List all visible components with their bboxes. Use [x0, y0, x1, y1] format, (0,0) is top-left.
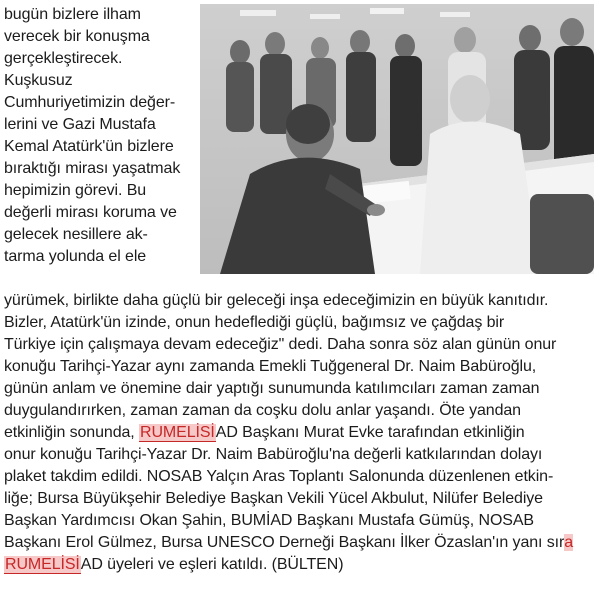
news-photo — [200, 4, 594, 274]
text-line: Türkiye için çalışmaya devam edeceğiz" dedi. Daha sonra söz alan günün onur — [4, 336, 557, 353]
text-span: AD Başkanı Murat Evke tarafından etkinliğin — [215, 424, 525, 441]
text-line: bugün bizlere ilham — [4, 6, 141, 23]
text-line: plaket takdim edildi. NOSAB Yalçın Aras Toplantı Salonunda düzenlenen etkin- — [4, 468, 554, 485]
text-span: etkinliğin sonunda, — [4, 424, 139, 441]
text-line: Kemal Atatürk'ün bizlere — [4, 138, 174, 155]
highlighted-keyword: a — [564, 534, 574, 551]
text-line: verecek bir konuşma — [4, 28, 150, 45]
text-line — [4, 422, 525, 444]
highlighted-keyword: RUMELİSİ — [140, 424, 215, 441]
text-line: onur konuğu Tarihçi-Yazar Dr. Naim Babüroğlu'na değerli katkılarından dolayı — [4, 446, 543, 463]
text-line: tarma yolunda el ele — [4, 248, 147, 265]
highlighted-keyword: RUMELİSİ — [5, 556, 80, 573]
text-line: liğe; Bursa Büyükşehir Belediye Başkan Vekili Yücel Akbulut, Nilüfer Belediye — [4, 490, 543, 507]
text-span: AD üyeleri ve eşleri katıldı. (BÜLTEN) — [80, 556, 344, 573]
text-line: konuğu Tarihçi-Yazar aynı zamanda Emekli Tuğgeneral Dr. Naim Babüroğlu, — [4, 358, 537, 375]
text-line: bıraktığı mirası yaşatmak — [4, 160, 181, 177]
text-line: değerli mirası koruma ve — [4, 204, 177, 221]
text-line — [4, 532, 573, 554]
text-line: duygulandırırken, zaman zaman da coşku dolu anlar yaşandı. Öte yandan — [4, 402, 521, 419]
text-line — [4, 554, 343, 576]
text-line: gerçekleştirecek. — [4, 50, 123, 67]
text-line: Bizler, Atatürk'ün izinde, onun hedeflediği güçlü, bağımsız ve çağdaş bir — [4, 314, 505, 331]
text-line: Cumhuriyetimizin değer- — [4, 94, 176, 111]
text-line: günün anlam ve önemine dair yaptığı sunumunda katılımcıları zaman zaman — [4, 380, 540, 397]
text-line: hepimizin görevi. Bu — [4, 182, 147, 199]
text-line: Kuşkusuz — [4, 72, 73, 89]
text-line: lerini ve Gazi Mustafa — [4, 116, 156, 133]
text-span: Başkanı Erol Gülmez, Bursa UNESCO Derneği Başkanı İlker Özaslan'ın yanı sır — [4, 534, 565, 551]
text-line: Başkan Yardımcısı Okan Şahin, BUMİAD Başkanı Mustafa Gümüş, NOSAB — [4, 512, 535, 529]
text-line: yürümek, birlikte daha güçlü bir geleceği inşa edeceğimizin en büyük kanıtıdır. — [4, 292, 549, 309]
text-line: gelecek nesillere ak- — [4, 226, 148, 243]
